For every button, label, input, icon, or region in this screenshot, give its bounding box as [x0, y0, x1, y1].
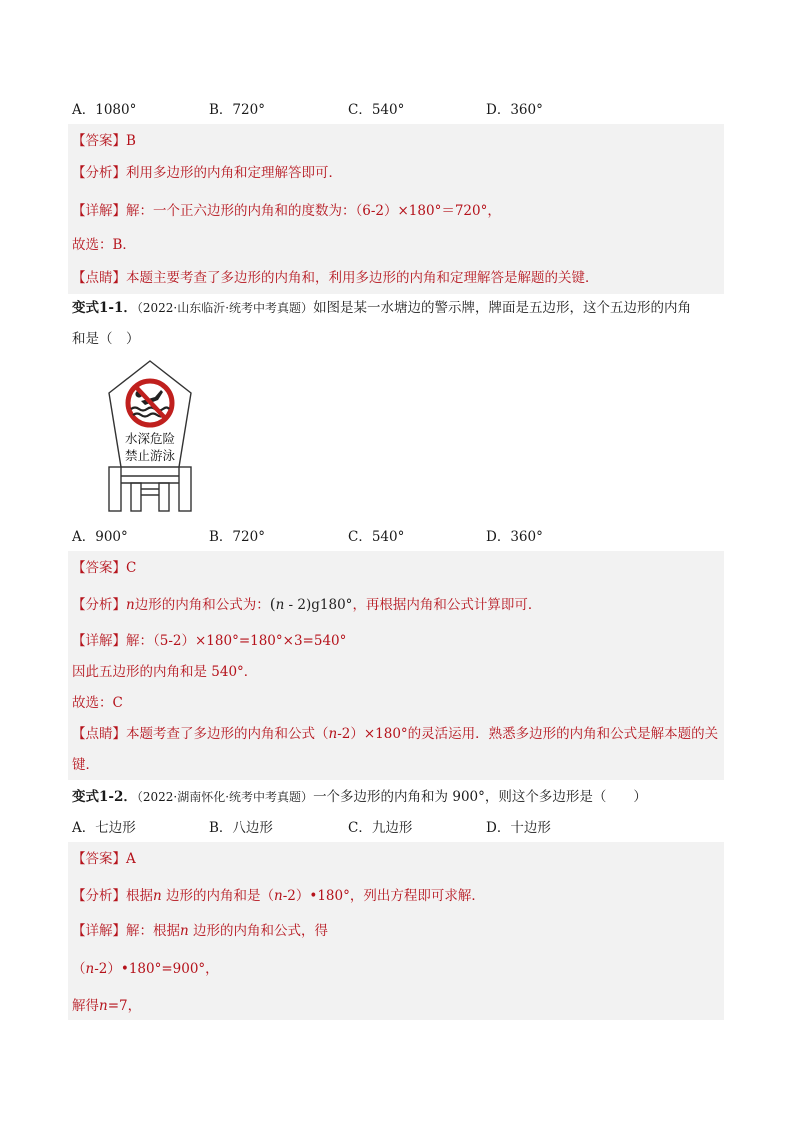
formula-paren: (: [269, 595, 276, 613]
answer-tag: 【答案】: [72, 133, 126, 149]
formula-n: n: [275, 597, 285, 613]
warning-sign-figure: [105, 357, 195, 513]
option-d: D．360°: [486, 102, 543, 118]
option-a: A．七边形: [72, 820, 136, 836]
detail-n: n: [180, 923, 189, 939]
option-d: D．十边形: [486, 820, 551, 836]
solve-post: =7，: [107, 998, 142, 1014]
question-1-2-stem: [72, 788, 647, 806]
analysis-line: [72, 887, 485, 905]
comment-n: n: [328, 726, 338, 742]
detail-line: [72, 202, 501, 220]
analysis-text: 边形的内角和公式为：: [134, 597, 270, 613]
option-b: B．八边形: [209, 820, 273, 836]
comment-tag: 【点睛】: [72, 726, 126, 742]
equation-line: [72, 960, 219, 978]
analysis-text-3: -2）•180°，列出方程即可求解．: [282, 888, 485, 904]
option-a: A．900°: [72, 529, 128, 545]
question-label: 变式1-2．: [72, 789, 137, 805]
analysis-text: 根据: [126, 888, 153, 904]
solve-pre: 解得: [72, 998, 99, 1014]
option-b: B．720°: [209, 529, 265, 545]
question-stem: 一个多边形的内角和为 900°，则这个多边形是（ ）: [313, 789, 647, 805]
analysis-line: [72, 164, 342, 182]
conclusion-line: 因此五边形的内角和是 540°．: [72, 664, 258, 680]
detail-tag: 【详解】: [72, 923, 126, 939]
answer-value: C: [126, 560, 137, 576]
sign-text-line-2: 禁止游泳: [124, 448, 176, 463]
answer-line: [72, 559, 136, 577]
answer-tag: 【答案】: [72, 851, 126, 867]
question-1-1-stem-2: 和是（ ）: [72, 331, 140, 347]
analysis-tag: 【分析】: [72, 597, 126, 613]
comment-line: [72, 269, 599, 287]
choose-line: 故选：C: [72, 695, 123, 711]
option-c: C．九边形: [348, 820, 413, 836]
solution-line: [72, 997, 141, 1015]
analysis-end: ，再根据内角和公式计算即可．: [352, 597, 542, 613]
answer-value: A: [126, 851, 136, 867]
analysis-line: [72, 595, 541, 614]
analysis-tag: 【分析】: [72, 165, 126, 181]
eq-n: n: [85, 961, 95, 977]
question-source: （2022·湖南怀化·统考中考真题）: [136, 790, 314, 804]
formula-rest: - 2)g180°: [284, 597, 353, 613]
comment-line-2: 键．: [72, 757, 99, 773]
detail-line: [72, 922, 328, 940]
comment-line: [72, 725, 718, 743]
comment-text: 本题考查了多边形的内角和公式（: [126, 726, 329, 742]
solve-n: n: [99, 998, 108, 1014]
detail-text: 解：一个正六边形的内角和的度数为：（6-2）×180°＝720°，: [126, 203, 501, 219]
comment-text: 本题主要考查了多边形的内角和，利用多边形的内角和定理解答是解题的关键．: [126, 270, 599, 286]
question-label: 变式1-1．: [72, 300, 137, 316]
option-c: C．540°: [348, 529, 405, 545]
comment-text-2: -2）×180°的灵活运用．熟悉多边形的内角和公式是解本题的关: [337, 726, 719, 742]
question-source: （2022·山东临沂·统考中考真题）: [136, 301, 314, 315]
eq-rest: -2）•180°=900°，: [94, 961, 219, 977]
answer-line: [72, 850, 136, 868]
sign-stand: [109, 467, 191, 511]
variable-n-2: n: [274, 888, 283, 904]
answer-tag: 【答案】: [72, 560, 126, 576]
option-b: B．720°: [209, 102, 265, 118]
detail-tag: 【详解】: [72, 633, 126, 649]
variable-n: n: [153, 888, 162, 904]
detail-text: 解：（5-2）×180°=180°×3=540°: [126, 633, 347, 649]
eq-open: （: [72, 961, 86, 977]
detail-line: [72, 632, 346, 650]
option-d: D．360°: [486, 529, 543, 545]
analysis-text: 利用多边形的内角和定理解答即可．: [126, 165, 342, 181]
analysis-text-2: 边形的内角和是（: [161, 888, 274, 904]
option-a: A．1080°: [72, 102, 137, 118]
variable-n: n: [126, 597, 135, 613]
choose-line: 故选：B．: [72, 237, 136, 253]
option-c: C．540°: [348, 102, 405, 118]
answer-line: [72, 132, 136, 150]
question-stem: 如图是某一水塘边的警示牌，牌面是五边形，这个五边形的内角: [313, 300, 692, 316]
comment-tag: 【点睛】: [72, 270, 126, 286]
analysis-tag: 【分析】: [72, 888, 126, 904]
question-1-1-stem: [72, 299, 691, 317]
answer-value: B: [126, 133, 136, 149]
detail-text-2: 边形的内角和公式，得: [188, 923, 328, 939]
sign-text-line-1: 水深危险: [124, 431, 176, 446]
detail-text: 解：根据: [126, 923, 180, 939]
detail-tag: 【详解】: [72, 203, 126, 219]
